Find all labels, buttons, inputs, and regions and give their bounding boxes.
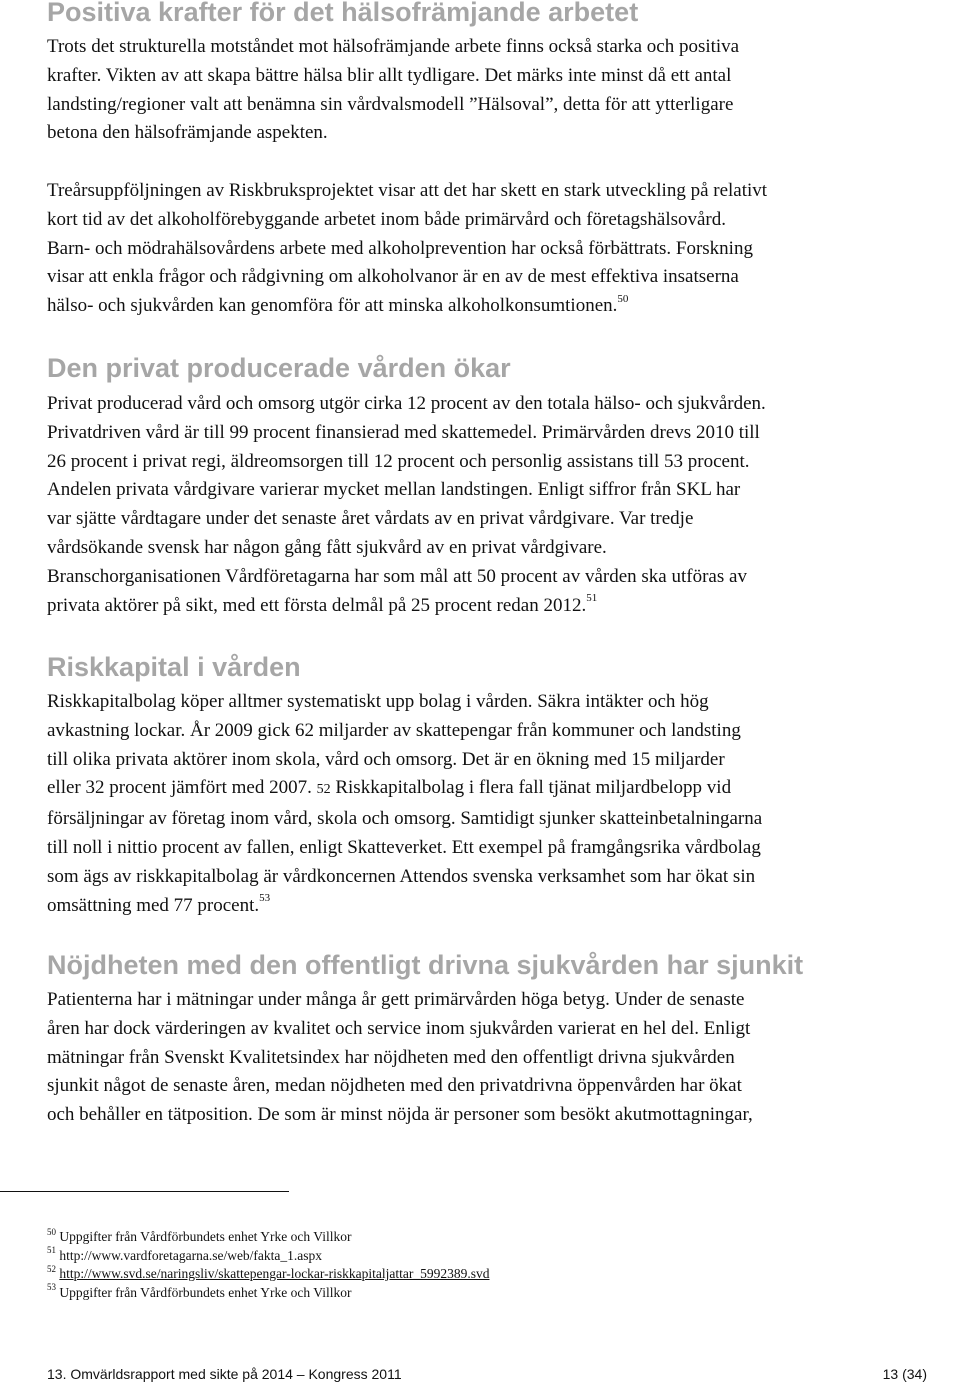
text-line: krafter. Vikten av att skapa bättre hälsa blir allt tydligare. Det märks inte minst då ett antal	[47, 64, 732, 86]
text-line-content: omsättning med 77 procent.	[47, 894, 260, 916]
section-heading-nojdheten: Nöjdheten med den offentligt drivna sjukvården har sjunkit	[47, 950, 804, 980]
text-line: sjunkit något de senaste åren, medan nöjdheten med den privatdrivna öppenvården har ökat	[47, 1075, 742, 1097]
page-footer	[47, 1365, 927, 1383]
text-line: Privatdriven vård är till 99 procent finansierad med skattemedel. Primärvården drevs 2010 till	[47, 421, 760, 443]
paragraph-riskkapital	[47, 688, 927, 920]
footer-document-title: 13. Omvärldsrapport med sikte på 2014 – Kongress 2011	[47, 1366, 402, 1382]
footnote-number: 52	[47, 1263, 56, 1274]
footnote-52	[47, 1265, 490, 1284]
text-line-content: eller 32 procent jämfört med 2007.	[47, 777, 312, 799]
text-line: åren har dock värderingen av kvalitet och service inom sjukvården varierat en hel del. Enligt	[47, 1017, 751, 1039]
footnote-text: Uppgifter från Vårdförbundets enhet Yrke och Villkor	[59, 1284, 352, 1300]
text-line: Branschorganisationen Vårdföretagarna har som mål att 50 procent av vården ska utföras av	[47, 565, 747, 587]
text-line: Barn- och mödrahälsovårdens arbete med alkoholprevention har också förbättrats. Forskning	[47, 237, 753, 259]
text-line: Privat producerad vård och omsorg utgör cirka 12 procent av den totala hälso- och sjukvården.	[47, 393, 766, 414]
text-line: avkastning lockar. År 2009 gick 62 miljarder av skattepengar från kommuner och landsting	[47, 719, 741, 741]
text-line: mätningar från Svenskt Kvalitetsindex har nöjdheten med den offentligt drivna sjukvården	[47, 1046, 735, 1068]
text-line: Patienterna har i mätningar under många år gett primärvården höga betyg. Under de senaste	[47, 989, 745, 1010]
text-line: Riskkapitalbolag köper alltmer systematiskt upp bolag i vården. Säkra intäkter och hög	[47, 691, 709, 712]
footnote-link[interactable]: http://www.vardforetagarna.se/web/fakta_1.aspx	[59, 1247, 323, 1263]
section-heading-privat-producerade: Den privat producerade vården ökar	[47, 353, 511, 383]
text-line: vårdsökande svensk har någon gång fått sjukvård av en privat vårdgivare.	[47, 536, 607, 558]
section-heading-positiva-krafter: Positiva krafter för det hälsofrämjande arbetet	[47, 0, 639, 27]
paragraph-positiva-krafter	[47, 33, 927, 148]
text-line	[47, 892, 927, 921]
text-line	[47, 774, 927, 805]
inline-ref-52[interactable]: 52	[316, 782, 331, 798]
footnote-number: 50	[47, 1226, 56, 1237]
text-line: betona den hälsofrämjande aspekten.	[47, 122, 328, 144]
paragraph-nojdheten	[47, 986, 927, 1130]
text-line: till noll i nittio procent av fallen, enligt Skatteverket. Ett exempel på framgångsrika vårdbolag	[47, 836, 761, 858]
footnote-separator	[0, 1191, 289, 1192]
text-line-continuation: Riskkapitalbolag i flera fall tjänat miljardbelopp vid	[335, 777, 732, 799]
footnote-text: Uppgifter från Vårdförbundets enhet Yrke och Villkor	[59, 1229, 352, 1244]
footnote-53	[47, 1284, 490, 1303]
text-line-content: hälso- och sjukvården kan genomföra för att minska alkoholkonsumtionen.	[47, 295, 618, 317]
text-line: Treårsuppföljningen av Riskbruksprojektet visar att det har skett en stark utveckling på relativt	[47, 180, 768, 201]
footnote-ref-51[interactable]: 51	[586, 592, 598, 605]
text-line: försäljningar av företag inom vård, skola och omsorg. Samtidigt sjunker skatteinbetalningarna	[47, 808, 763, 830]
footnotes	[47, 1228, 490, 1302]
text-line: landsting/regioner valt att benämna sin vårdvalsmodell ”Hälsoval”, detta för att ytterligare	[47, 93, 734, 115]
footnote-ref-53[interactable]: 53	[259, 892, 271, 905]
footnote-number: 53	[47, 1282, 56, 1293]
footnote-number: 51	[47, 1245, 56, 1256]
text-line: 26 procent i privat regi, äldreomsorgen till 12 procent och personlig assistans till 53 procent.	[47, 450, 750, 472]
footnote-51	[47, 1247, 490, 1266]
text-line: till olika privata aktörer inom skola, vård och omsorg. Det är en ökning med 15 miljarder	[47, 748, 725, 770]
footnote-ref-50[interactable]: 50	[617, 292, 629, 305]
text-line: och behåller en tätposition. De som är minst nöjda är personer som besökt akutmottagningar,	[47, 1104, 753, 1126]
text-line: var sjätte vårdtagare under det senaste året vårdats av en privat vårdgivare. Var tredje	[47, 508, 694, 530]
text-line: Trots det strukturella motståndet mot hälsofrämjande arbete finns också starka och positiva	[47, 36, 740, 57]
footnote-50	[47, 1228, 490, 1247]
paragraph-riskbruksprojektet	[47, 177, 927, 321]
section-heading-riskkapital: Riskkapital i vården	[47, 652, 301, 682]
paragraph-privat-producerade	[47, 390, 927, 620]
footer-page-number: 13 (34)	[882, 1366, 927, 1382]
text-line: som ägs av riskkapitalbolag är vårdkoncernen Attendos svenska verksamhet som har ökat sin	[47, 865, 756, 887]
text-line: visar att enkla frågor och rådgivning om alkoholvanor är en av de mest effektiva insatserna	[47, 266, 739, 288]
text-line-content: privata aktörer på sikt, med ett första delmål på 25 procent redan 2012.	[47, 594, 587, 616]
footnote-link[interactable]: http://www.svd.se/naringsliv/skattepengar-lockar-riskkapitaljattar_5992389.svd	[59, 1266, 490, 1282]
text-line: Andelen privata vårdgivare varierar mycket mellan landstingen. Enligt siffror från SKL har	[47, 479, 741, 501]
text-line	[47, 592, 927, 621]
text-line: kort tid av det alkoholförebyggande arbetet inom både primärvård och företagshälsovård.	[47, 208, 727, 230]
text-line	[47, 292, 927, 321]
